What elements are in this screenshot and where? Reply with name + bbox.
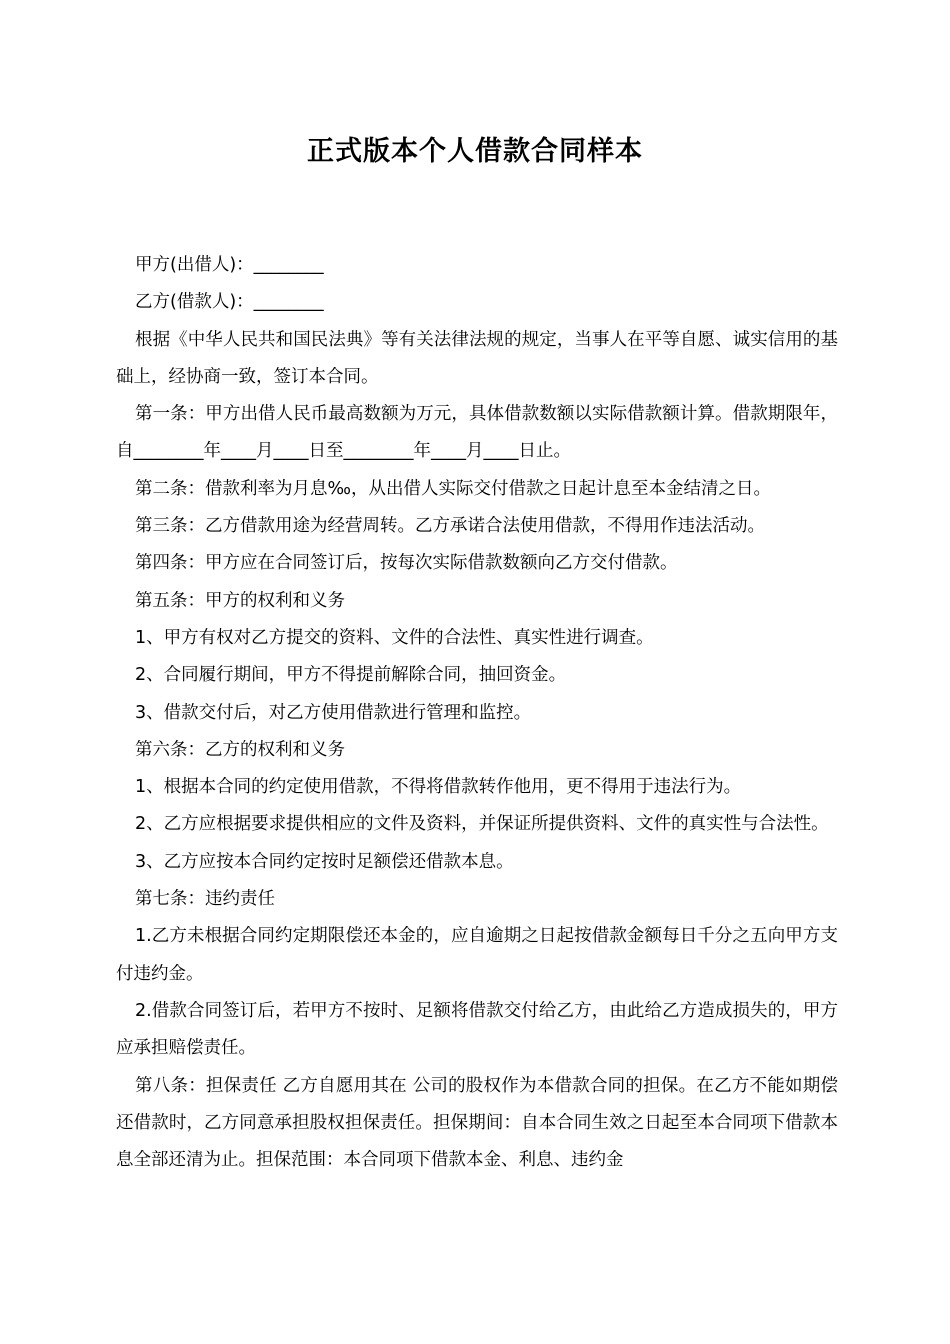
article-6-item-2: 2、乙方应根据要求提供相应的文件及资料，并保证所提供资料、文件的真实性与合法性。	[135, 814, 829, 835]
article-6-item-3: 3、乙方应按本合同约定按时足额偿还借款本息。	[135, 851, 514, 872]
article-1: 第一条：甲方出借人民币最高数额为万元，具体借款数额以实际借款额计算。借款期限年，自________年____月____日至________年____月____日止。	[116, 404, 838, 462]
article-4: 第四条：甲方应在合同签订后，按每次实际借款数额向乙方交付借款。	[135, 553, 678, 574]
article-5-heading: 第五条：甲方的权利和义务	[135, 590, 345, 611]
article-5-item-1: 1、甲方有权对乙方提交的资料、文件的合法性、真实性进行调查。	[135, 627, 654, 648]
article-7-item-1: 1.乙方未根据合同约定期限偿还本金的，应自逾期之日起按借款金额每日千分之五向甲方支付违约金。	[116, 926, 838, 984]
document-body	[116, 247, 838, 1179]
party-b-line: 乙方(借款人)：________	[135, 292, 324, 313]
article-3: 第三条：乙方借款用途为经营周转。乙方承诺合法使用借款，不得用作违法活动。	[135, 516, 765, 537]
document-title: 正式版本个人借款合同样本	[307, 136, 643, 167]
preamble-paragraph: 根据《中华人民共和国民法典》等有关法律法规的规定，当事人在平等自愿、诚实信用的基础上，经协商一致，签订本合同。	[116, 329, 838, 387]
article-6-heading: 第六条：乙方的权利和义务	[135, 739, 345, 760]
article-6-item-1: 1、根据本合同的约定使用借款，不得将借款转作他用，更不得用于违法行为。	[135, 777, 742, 798]
article-2: 第二条：借款利率为月息‰，从出借人实际交付借款之日起计息至本金结清之日。	[135, 478, 771, 499]
article-5-item-3: 3、借款交付后，对乙方使用借款进行管理和监控。	[135, 702, 532, 723]
article-8: 第八条：担保责任 乙方自愿用其在 公司的股权作为本借款合同的担保。在乙方不能如期偿还借款时，乙方同意承担股权担保责任。担保期间：自本合同生效之日起至本合同项下借款本息全部还清为止。担保范围：本合同项下借款本金、利息、违约金	[116, 1075, 838, 1171]
article-7-item-2: 2.借款合同签订后，若甲方不按时、足额将借款交付给乙方，由此给乙方造成损失的，甲方应承担赔偿责任。	[116, 1000, 838, 1059]
article-5-item-2: 2、合同履行期间，甲方不得提前解除合同，抽回资金。	[135, 665, 567, 686]
party-a-line: 甲方(出借人)：________	[135, 255, 324, 275]
article-7-heading: 第七条：违约责任	[135, 889, 275, 910]
